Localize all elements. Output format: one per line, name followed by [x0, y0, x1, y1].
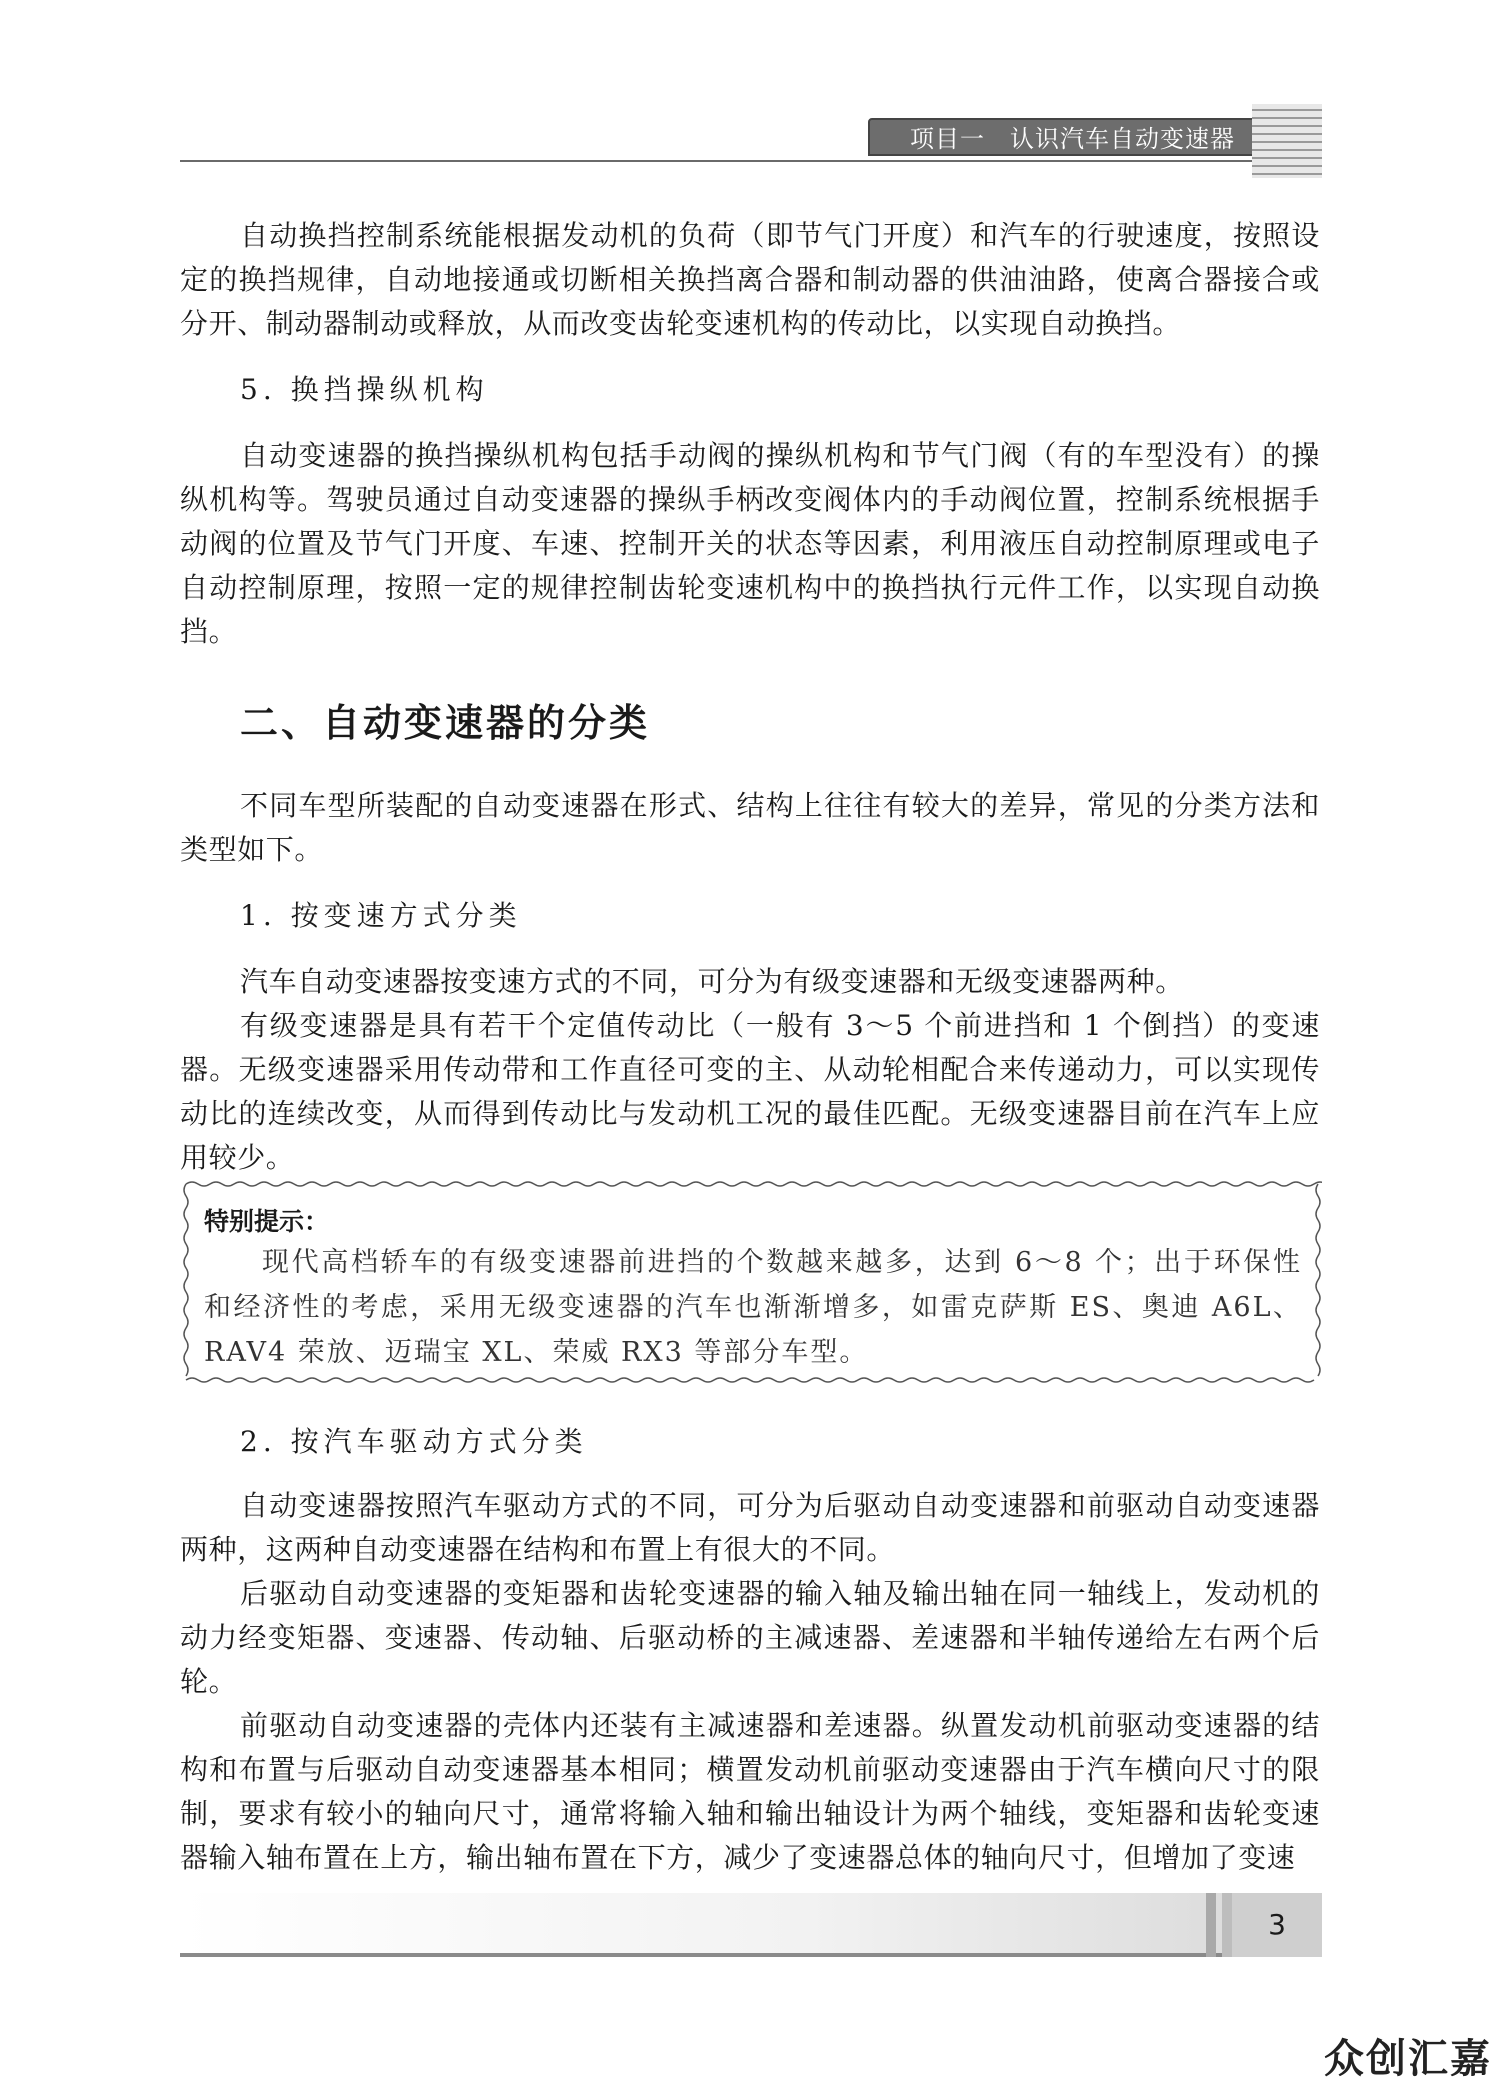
footer-rule [180, 1953, 1320, 1957]
paragraph-auto-shift-control: 自动换挡控制系统能根据发动机的负荷（即节气门开度）和汽车的行驶速度，按照设定的换挡规律，自动地接通或切断相关换挡离合器和制动器的供油油路，使离合器接合或分开、制动器制动或释放，从而改变齿轮变速机构的传动比，以实现自动换挡。 [180, 219, 1320, 340]
watermark: 众创汇嘉 [1324, 2036, 1492, 2082]
paragraph-drive-mode-types: 自动变速器按照汽车驱动方式的不同，可分为后驱动自动变速器和前驱动自动变速器两种，这两种自动变速器在结构和布置上有很大的不同。 [180, 1489, 1320, 1566]
page-number: 3 [1232, 1893, 1322, 1957]
chapter-header-tab: 项目一 认识汽车自动变速器 [868, 118, 1256, 156]
subheading-by-drive-mode: 2. 按汽车驱动方式分类 [240, 1425, 588, 1458]
subheading-by-speed-change: 1. 按变速方式分类 [240, 899, 522, 932]
section-heading-classification: 二、自动变速器的分类 [240, 701, 651, 745]
header-decoration [1252, 104, 1322, 178]
subheading-shift-mechanism: 5. 换挡操纵机构 [240, 373, 489, 406]
footer-stripe [1222, 1893, 1232, 1957]
header-rule [180, 160, 1320, 162]
special-tip-title: 特别提示： [204, 1207, 330, 1236]
special-tip-text: 现代高档轿车的有级变速器前进挡的个数越来越多，达到 6～8 个；出于环保性和经济性的考虑，采用无级变速器的汽车也渐渐增多，如雷克萨斯 ES、奥迪 A6L、RAV4 荣放、迈瑞宝 XL、荣威 RX3 等部分车型。 [204, 1247, 1302, 1368]
paragraph-rear-drive: 后驱动自动变速器的变矩器和齿轮变速器的输入轴及输出轴在同一轴线上，发动机的动力经变矩器、变速器、传动轴、后驱动桥的主减速器、差速器和半轴传递给左右两个后轮。 [180, 1577, 1320, 1698]
paragraph-speed-change-types: 汽车自动变速器按变速方式的不同，可分为有级变速器和无级变速器两种。 [240, 965, 1184, 998]
footer-bar [180, 1893, 1320, 1957]
paragraph-classification-intro: 不同车型所装配的自动变速器在形式、结构上往往有较大的差异，常见的分类方法和类型如下。 [180, 789, 1320, 866]
paragraph-shift-mechanism: 自动变速器的换挡操纵机构包括手动阀的操纵机构和节气门阀（有的车型没有）的操纵机构等。驾驶员通过自动变速器的操纵手柄改变阀体内的手动阀位置，控制系统根据手动阀的位置及节气门开度、车速、控制开关的状态等因素，利用液压自动控制原理或电子自动控制原理，按照一定的规律控制齿轮变速机构中的换挡执行元件工作，以实现自动换挡。 [180, 439, 1320, 648]
footer-stripe [1206, 1893, 1216, 1957]
paragraph-stepped-cvt: 有级变速器是具有若干个定值传动比（一般有 3～5 个前进挡和 1 个倒挡）的变速器。无级变速器采用传动带和工作直径可变的主、从动轮相配合来传递动力，可以实现传动比的连续改变，从而得到传动比与发动机工况的最佳匹配。无级变速器目前在汽车上应用较少。 [180, 1009, 1320, 1174]
paragraph-front-drive: 前驱动自动变速器的壳体内还装有主减速器和差速器。纵置发动机前驱动变速器的结构和布置与后驱动自动变速器基本相同；横置发动机前驱动变速器由于汽车横向尺寸的限制，要求有较小的轴向尺寸，通常将输入轴和输出轴设计为两个轴线，变矩器和齿轮变速器输入轴布置在上方，输出轴布置在下方，减少了变速器总体的轴向尺寸，但增加了变速 [180, 1709, 1320, 1874]
